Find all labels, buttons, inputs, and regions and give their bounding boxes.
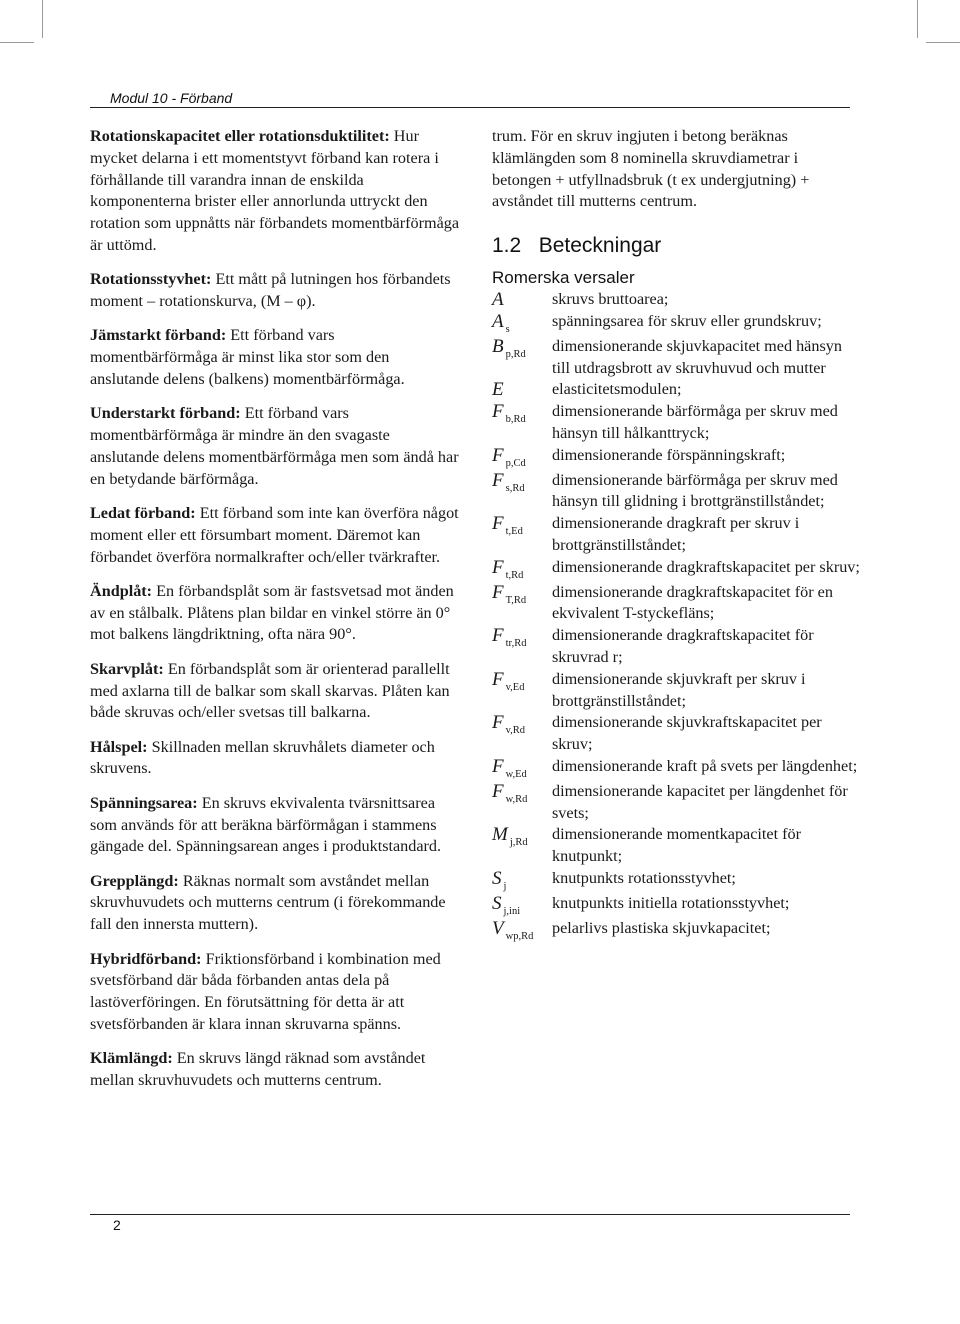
definition <box>90 1048 462 1092</box>
definition-term: Rotationskapacitet eller rotationsduktilitet: <box>90 127 390 145</box>
symbol-description: dimensionerande bärförmåga per skruv med hänsyn till hålkanttryck; <box>552 402 838 442</box>
symbol-subscript: wp,Rd <box>505 930 534 942</box>
definition-text: Ett förband som inte kan överföra något moment eller ett försumbart moment. Däremot kan förbandet överföra normalkrafter och/eller tvärkrafter. <box>90 503 459 566</box>
symbol <box>492 781 552 806</box>
footer-rule <box>90 1214 850 1215</box>
running-header: Modul 10 - Förband <box>110 90 233 106</box>
symbol <box>492 756 552 781</box>
symbol-description: pelarlivs plastiska skjuvkapacitet; <box>552 918 771 937</box>
definition-term: Jämstarkt förband: <box>90 326 227 345</box>
symbol <box>492 669 552 694</box>
symbol-subscript: p,Cd <box>505 457 526 469</box>
symbol <box>492 557 552 582</box>
symbol <box>492 289 552 311</box>
symbol-letter: A <box>492 310 504 332</box>
symbol-subscript: w,Ed <box>505 768 527 780</box>
symbol-description: dimensionerande dragkraft per skruv i brottgränstillståndet; <box>552 514 800 554</box>
definition-term: Spänningsarea: <box>90 793 198 812</box>
definition <box>90 737 462 781</box>
definition-text: Ett förband vars momentbärförmåga är minst lika stor som den anslutande delens (balkens) momentbärförmåga. <box>90 326 405 388</box>
subsection-heading: Romerska versaler <box>492 268 635 288</box>
symbol-subscript: b,Rd <box>505 414 526 426</box>
symbol-row <box>492 868 860 893</box>
definition <box>90 659 462 724</box>
symbol-letter: E <box>492 379 504 401</box>
symbol <box>492 445 552 470</box>
definition-term: Rotationsstyvhet: <box>90 270 212 289</box>
symbol <box>492 712 552 737</box>
definition-text: En skruvs ekvivalenta tvärsnittsarea som används för att beräkna bärförmågan i stammens gängade del. Spänningsarean anges i produktstandard. <box>90 793 442 856</box>
symbol-letter: F <box>492 444 504 466</box>
symbol-description: dimensionerande skjuvkapacitet med hänsyn till utdragsbrott av skruvhuvud och mutter <box>552 336 842 377</box>
symbol-row <box>492 311 860 336</box>
symbol-description: dimensionerande dragkraftskapacitet per skruv; <box>552 557 860 576</box>
symbol-letter: F <box>492 712 504 734</box>
symbol <box>492 893 552 918</box>
definition <box>90 793 462 858</box>
definition-term: Klämlängd: <box>90 1049 173 1068</box>
symbol-letter: F <box>492 668 504 690</box>
symbol-subscript: t,Ed <box>505 526 523 538</box>
symbol-list <box>492 289 860 942</box>
symbol <box>492 868 552 893</box>
symbol-row <box>492 379 860 401</box>
symbol <box>492 311 552 336</box>
symbol-subscript: v,Ed <box>505 681 525 693</box>
definition-text: En förbandsplåt som är fastsvetsad mot änden av en stålbalk. Plåtens plan bildar en vinkel större än 0° mot balkens längdriktning, ofta nära 90°. <box>90 581 454 644</box>
definition <box>90 949 462 1036</box>
symbol-letter: F <box>492 625 504 647</box>
symbol-subscript: t,Rd <box>505 569 524 581</box>
symbol <box>492 401 552 426</box>
symbol-row <box>492 824 860 868</box>
symbol-row <box>492 401 860 445</box>
notation-column <box>492 126 860 942</box>
definition <box>90 269 462 313</box>
page-number: 2 <box>113 1217 121 1233</box>
section-number: 1.2 <box>492 234 522 258</box>
symbol-letter: F <box>492 556 504 578</box>
header-rule <box>90 107 850 108</box>
symbol-row <box>492 557 860 582</box>
definition-term: Skarvplåt: <box>90 659 164 678</box>
symbol-description: dimensionerande kapacitet per längdenhet för svets; <box>552 781 848 822</box>
definition <box>90 503 462 568</box>
symbol-letter: S <box>492 892 502 914</box>
definition <box>90 325 462 390</box>
symbol-letter: F <box>492 401 504 423</box>
symbol <box>492 470 552 495</box>
symbol-description: dimensionerande bärförmåga per skruv med hänsyn till glidning i brottgränstillståndet; <box>552 470 838 511</box>
symbol-subscript: p,Rd <box>505 348 526 360</box>
symbol-row <box>492 289 860 311</box>
definition-text: Skillnaden mellan skruvhålets diameter och skruvens. <box>90 737 435 778</box>
symbol-description: dimensionerande dragkraftskapacitet för skruvrad r; <box>552 626 814 666</box>
definition-text: Ett förband vars momentbärförmåga är mindre än den svagaste anslutande delens momentbärförmåga men som ändå har en betydande bärförmåga. <box>90 404 459 488</box>
symbol-row <box>492 918 860 943</box>
definition <box>90 403 462 490</box>
section-heading <box>492 233 860 259</box>
definition-text: Hur mycket delarna i ett momentstyvt förband kan rotera i förhållande till varandra innan de enskilda komponenterna brister eller annorlunda uttryckt den rotation som uppnåtts när förbandets momentbärförmåga är uttömd. <box>90 127 460 254</box>
symbol-description: dimensionerande förspänningskraft; <box>552 445 786 464</box>
symbol-letter: F <box>492 469 504 491</box>
symbol-description: skruvs bruttoarea; <box>552 290 669 309</box>
definition-term: Ändplåt: <box>90 581 153 600</box>
section-title: Beteckningar <box>538 234 662 258</box>
symbol-description: dimensionerande momentkapacitet för knutpunkt; <box>552 825 802 866</box>
symbol-row <box>492 513 860 557</box>
symbol-letter: A <box>492 289 504 311</box>
symbol-subscript: w,Rd <box>505 793 528 805</box>
symbol-letter: M <box>492 824 508 846</box>
crop-mark <box>42 0 43 38</box>
definition-text: En förbandsplåt som är orienterad parallellt med axlarna till de balkar som skall skarvas. Plåten kan både skruvas och/eller svetsas till balkarna. <box>90 659 450 722</box>
symbol <box>492 582 552 607</box>
symbol-description: knutpunkts initiella rotationsstyvhet; <box>552 893 790 912</box>
symbol-letter: B <box>492 335 504 357</box>
symbol-description: elasticitetsmodulen; <box>552 380 682 399</box>
symbol-subscript: tr,Rd <box>505 638 527 650</box>
definition-term: Hybridförband: <box>90 949 202 968</box>
symbol-subscript: j <box>503 880 507 892</box>
symbol-subscript: v,Rd <box>505 725 526 737</box>
symbol-description: dimensionerande skjuvkraft per skruv i brottgränstillståndet; <box>552 669 806 710</box>
crop-mark <box>917 0 918 38</box>
symbol-row <box>492 625 860 669</box>
definition <box>90 871 462 936</box>
symbol-row <box>492 336 860 380</box>
symbol-letter: F <box>492 581 504 603</box>
symbol <box>492 379 552 401</box>
symbol-subscript: s <box>505 323 510 335</box>
symbol-description: knutpunkts rotationsstyvhet; <box>552 868 736 887</box>
definition-text: Ett mått på lutningen hos förbandets moment – rotationskurva, (M – φ). <box>90 270 451 311</box>
continuation-paragraph: trum. För en skruv ingjuten i betong beräknas klämlängden som 8 nominella skruvdiametrar i betongen + utfyllnadsbruk (t ex undergjutning) + avståndet till mutterns centrum. <box>492 127 810 211</box>
symbol <box>492 824 552 849</box>
definition-text: En skruvs längd räknad som avståndet mellan skruvhuvudets och mutterns centrum. <box>90 1049 426 1089</box>
symbol-subscript: j,Rd <box>509 837 528 849</box>
definition-text: Friktionsförband i kombination med svetsförband där båda förbanden antas dela på lastöverföringen. En förutsättning för detta är att svetsförbanden är klara innan skruvarna spänns. <box>90 949 441 1033</box>
symbol-description: spänningsarea för skruv eller grundskruv; <box>552 311 822 330</box>
symbol-description: dimensionerande skjuvkraftskapacitet per skruv; <box>552 713 822 754</box>
symbol-row <box>492 893 860 918</box>
symbol-row <box>492 781 860 825</box>
symbol-letter: F <box>492 755 504 777</box>
definition-text: Räknas normalt som avståndet mellan skruvhuvudets och mutterns centrum (i förekommande fall den innersta muttern). <box>90 871 446 934</box>
definition-term: Ledat förband: <box>90 503 196 522</box>
crop-mark <box>0 42 34 43</box>
symbol-description: dimensionerande kraft på svets per längdenhet; <box>552 756 858 775</box>
symbol-letter: S <box>492 867 502 889</box>
symbol-row <box>492 669 860 713</box>
symbol-description: dimensionerande dragkraftskapacitet för en ekvivalent T-styckefläns; <box>552 582 833 623</box>
symbol-row <box>492 470 860 514</box>
symbol-letter: F <box>492 780 504 802</box>
symbol-letter: F <box>492 513 504 535</box>
symbol-subscript: T,Rd <box>505 594 527 606</box>
definition <box>90 126 462 257</box>
symbol <box>492 625 552 650</box>
symbol <box>492 918 552 943</box>
definition <box>90 581 462 646</box>
symbol <box>492 336 552 361</box>
definitions-column <box>90 126 462 1104</box>
symbol <box>492 513 552 538</box>
symbol-row <box>492 712 860 756</box>
definition-term: Hålspel: <box>90 737 148 756</box>
symbol-letter: V <box>492 917 504 939</box>
symbol-row <box>492 445 860 470</box>
symbol-subscript: s,Rd <box>505 482 525 494</box>
definition-term: Grepplängd: <box>90 871 179 890</box>
symbol-row <box>492 582 860 626</box>
symbol-row <box>492 756 860 781</box>
symbol-subscript: j,ini <box>503 905 521 917</box>
crop-mark <box>926 42 960 43</box>
definition-term: Understarkt förband: <box>90 404 241 423</box>
